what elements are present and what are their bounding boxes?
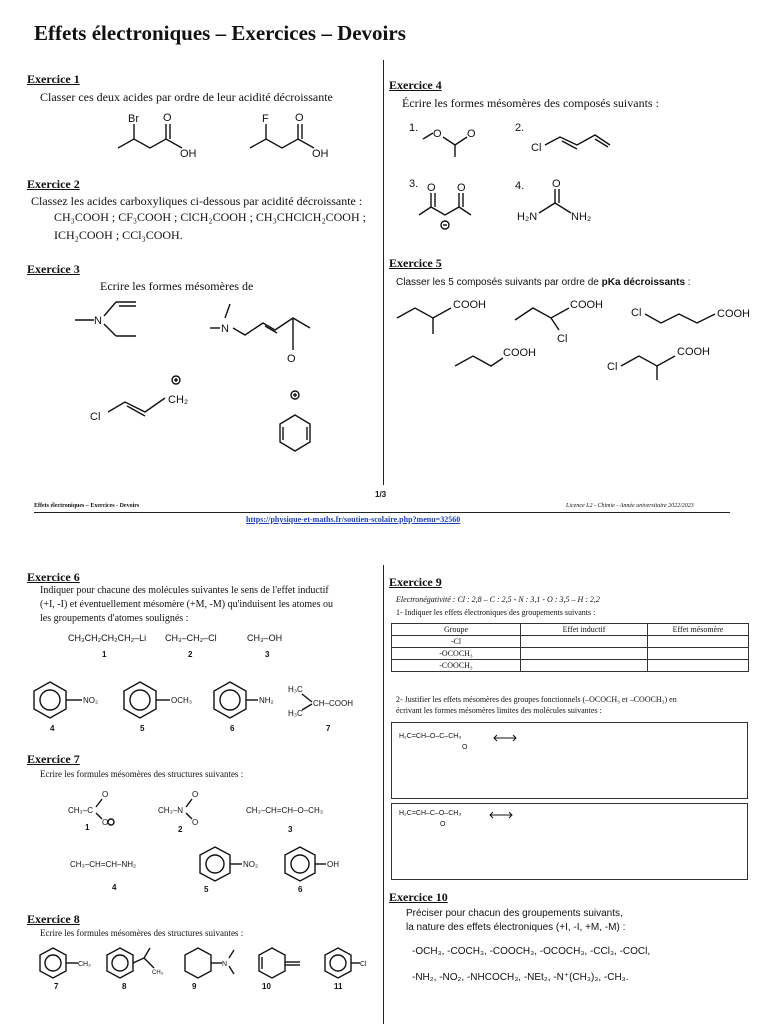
cl-label: Cl [631,307,642,319]
table-header: Effet inductif [521,624,648,636]
e6-number-5: 5 [140,724,145,733]
compound-number: 4. [515,180,525,192]
e6-mol-3: CH₃–OH [247,633,283,643]
e9-o-a: O [462,744,468,751]
exercise-3-molecules [70,290,370,470]
exercise-8-title: Exercice 8 [27,912,80,926]
exercise-4-title: Exercice 4 [389,78,442,92]
exercise-7-title: Exercice 7 [27,752,80,766]
e6-number-1: 1 [102,650,107,659]
table-cell-empty[interactable] [521,660,648,672]
e6-mol-1: CH₃CH₂CH₂CH₂–Li [68,633,147,643]
e6-number-3: 3 [265,650,270,659]
exercise-10-title: Exercice 10 [389,890,448,904]
o-label: O [192,790,199,799]
arrow-resonance-a [492,734,518,742]
exercise-3-title: Exercice 3 [27,262,80,276]
footer-link[interactable]: https://physique-et-maths.fr/soutien-scolaire.php?menu=32560 [246,515,461,524]
e6-number-2: 2 [188,650,193,659]
cooh-label: COOH [453,299,486,311]
exercise-10-line1: Préciser pour chacun des groupements suivants, [406,908,623,919]
table-row [392,648,749,660]
e7-mol-2: CH₃–N [158,806,184,815]
table-cell-empty[interactable] [521,636,648,648]
h2n-label: H₂N [517,211,538,223]
o-label: O [163,112,172,124]
exercise-1-molecules [110,112,350,167]
exercise-6-line1: Indiquer pour chacune des molécules suivantes le sens de l'effet inductif [40,585,329,596]
table-cell-group: -OCOCH₃ [392,648,521,660]
exercise-8-molecules [38,944,378,989]
e7-number-1: 1 [85,823,90,832]
footer-left: Effets électroniques – Exercices - Devoirs [34,503,140,509]
compound-number: 1. [409,122,419,134]
no2-label: NO₂ [243,860,259,869]
e6-number-4: 4 [50,724,55,733]
h3c-label: H₃C [288,709,303,718]
exercise-3-text: Ecrire les formes mésomères de [100,279,254,293]
exercise-1-text: Classer ces deux acides par ordre de leur acidité décroissante [40,90,333,104]
compound-number: 3. [409,178,419,190]
footer-right: Licence L2 - Chimie - Année universitaire 2022/2023 [566,503,694,509]
o-label: O [552,178,561,190]
cl-label: Cl [607,361,618,373]
e7-mol-1: CH₃–C [68,806,94,815]
e9-molecule-b: H₂C=CH–C–O–CH₃ [399,810,462,817]
oh-label: OH [180,148,197,160]
exercise-5-text [396,275,691,290]
o-label: O [433,128,442,140]
table-header: Groupe [392,624,521,636]
arrow-resonance-b [488,811,514,819]
och3-label: OCH₃ [171,696,193,705]
exercise-1-title: Exercice 1 [27,72,80,86]
compound-number: 2. [515,122,525,134]
e8-cl-label: Cl [360,961,367,968]
no2-label: NO₂ [83,696,99,705]
o-label: O [287,353,296,365]
column-divider-bottom [383,565,384,1024]
table-cell-empty[interactable] [521,648,648,660]
e8-number-10: 10 [262,982,271,991]
e8-number-7: 7 [54,982,59,991]
table-cell-empty[interactable] [648,648,749,660]
o-label: O [102,818,109,827]
exercise-2-acids-line1: CH₃COOH ; CF₃COOH ; ClCH₂COOH ; CH₃CHClCH₂COOH ; [54,210,366,224]
e6-number-6: 6 [230,724,235,733]
exercise-5-text-c: : [685,277,691,288]
exercise-9-question-2a: 2- Justifier les effets mésomères des groupes fonctionnels (–OCOCH₃ et –COOCH₃) en [396,695,677,704]
exercise-7-text: Ecrire les formules mésomères des structures suivantes : [40,769,244,779]
e7-number-5: 5 [204,885,209,894]
footer-rule [34,512,730,513]
table-row [392,660,749,672]
footer-page-number: 1/3 [375,490,387,499]
e7-number-4: 4 [112,883,117,892]
e8-number-11: 11 [334,982,343,991]
e7-number-2: 2 [178,825,183,834]
groups-table [391,623,749,672]
e7-number-6: 6 [298,885,303,894]
exercise-9-electronegativity: Electronégativité : Cl : 2,8 – C : 2,5 - N : 3,1 - O : 3,5 – H : 2,2 [396,595,600,604]
oh-label: OH [327,860,339,869]
exercise-5-title-text: Exercice 5 [389,256,442,270]
cl-label: Cl [557,333,568,345]
exercise-5-text-b: pKa décroissants [601,277,686,288]
h3c-label: H₃C [288,685,303,694]
nh2-label: NH₂ [571,211,592,223]
cooh-label: COOH [503,347,536,359]
o-label: O [467,128,476,140]
e7-number-3: 3 [288,825,293,834]
table-cell-empty[interactable] [648,660,749,672]
cooh-label: COOH [717,308,750,320]
exercise-2-title: Exercice 2 [27,177,80,191]
ch2-label: CH₂ [168,394,189,406]
exercise-10-groups-1: -OCH₃, -COCH₃, -COOCH₃, -OCOCH₃, -CCl₃, -COCl, [412,946,651,957]
e8-number-9: 9 [192,982,197,991]
column-divider-top [383,60,384,485]
exercise-2-text: Classez les acides carboxyliques ci-dessous par acidité décroissante : [31,194,363,208]
o-label: O [102,790,109,799]
exercise-9-title: Exercice 9 [389,575,442,589]
e9-molecule-a: H₂C=CH–O–C–CH₃ [399,733,462,740]
oh-label: OH [312,148,329,160]
exercise-10-line2: la nature des effets électroniques (+I, -I, +M, -M) : [406,922,626,933]
table-row [392,636,749,648]
exercise-6-line2: (+I, -I) et éventuellement mésomère (+M, -M) qu'induisent les atomes ou [40,599,333,610]
n-label: N [222,961,228,968]
exercise-6-line3: les groupements d'atomes soulignés : [40,613,189,624]
exercise-2-acids-line2: ICH₂COOH ; CCl₃COOH. [54,228,183,242]
table-header-row [392,624,749,636]
br-label: Br [128,113,139,125]
exercise-10-groups-2: -NH₂, -NO₂, -NHCOCH₃, -NEt₂, -N⁺(CH₃)₃, -CH₃. [412,972,629,983]
e7-mol-3: CH₃–CH=CH–O–CH₃ [246,806,323,815]
exercise-5-title [389,256,442,271]
cooh-label: COOH [570,299,603,311]
o-label: O [457,182,466,194]
cl-label: Cl [90,411,101,423]
e8-ch3-label: CH₃ [152,970,164,976]
cl-label: Cl [531,142,542,154]
n-label: N [94,315,102,327]
exercise-6-title: Exercice 6 [27,570,80,584]
f-label: F [262,113,269,125]
e6-mol-2: CH₃–CH₂–Cl [165,633,217,643]
page-title: Effets électroniques – Exercices – Devoirs [34,21,406,45]
e8-number-8: 8 [122,982,127,991]
exercise-7-molecules [60,785,360,895]
exercise-5-molecules [395,290,755,380]
table-header: Effet mésomère [648,624,749,636]
e7-mol-4: CH₃–CH=CH–NH₂ [70,860,137,869]
o-label: O [192,818,199,827]
cooh-label: CH–COOH [313,699,354,708]
table-cell-group: -COOCH₃ [392,660,521,672]
exercise-8-text: Ecrire les formules mésomères des structures suivantes : [40,928,244,938]
cooh-label: COOH [677,346,710,358]
exercise-4-molecules [405,115,705,230]
table-cell-group: -Cl [392,636,521,648]
exercise-4-text: Écrire les formes mésomères des composés suivants : [402,96,659,110]
nh2-label: NH₂ [259,696,274,705]
e6-number-7: 7 [326,724,331,733]
ch2-label: CH₂ [78,961,91,968]
e9-o-b: O [440,821,446,828]
exercise-6-rings [30,678,370,738]
exercise-9-question-2b: écrivant les formes mésomères limites des molécules suivantes : [396,706,602,715]
o-label: O [295,112,304,124]
o-label: O [427,182,436,194]
n-label: N [221,323,229,335]
exercise-5-text-a: Classer les 5 composés suivants par ordre de [396,277,602,288]
exercise-9-question-1: 1- Indiquer les effets électroniques des groupements suivants : [396,608,596,617]
table-cell-empty[interactable] [648,636,749,648]
